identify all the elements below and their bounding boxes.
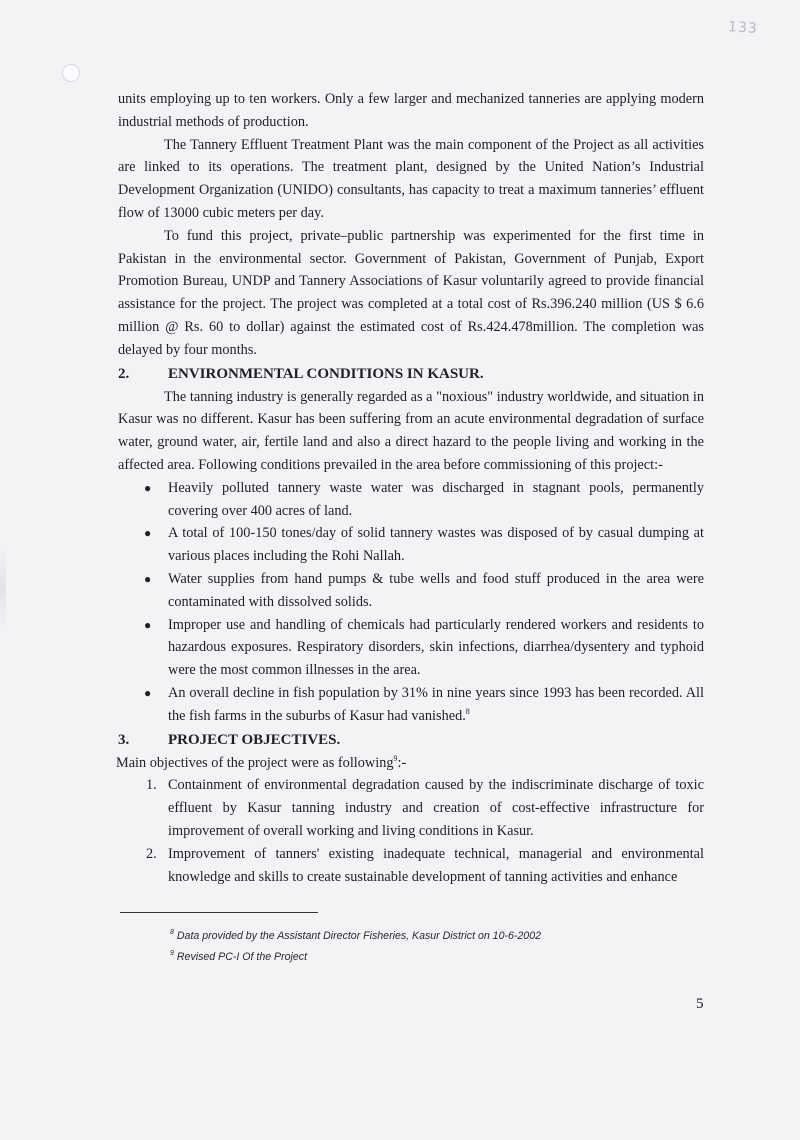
footnotes <box>170 926 690 968</box>
footnote-divider <box>120 912 318 913</box>
section-number: 3. <box>118 731 130 748</box>
paragraph-intro-1: units employing up to ten workers. Only a few larger and mechanized tanneries are applying modern industrial methods of production. <box>118 91 704 130</box>
page-number: 5 <box>696 996 704 1012</box>
handwritten-page-mark: 133 <box>727 18 759 38</box>
section-number: 2. <box>118 365 130 382</box>
list-item: ● Water supplies from hand pumps & tube wells and food stuff produced in the area were contaminated with dissolved solids. <box>118 568 704 614</box>
body-text <box>118 88 704 888</box>
section-2-paragraph: The tanning industry is generally regarded as a "noxious" industry worldwide, and situation in Kasur was no different. Kasur has been suffering from an acute environmental degradation of surface water, ground water, air, fertile land and also a direct hazard to the people living and working in the affected area. Following conditions prevailed in the area before commissioning of this project:- <box>118 388 704 473</box>
section-title: ENVIRONMENTAL CONDITIONS IN KASUR. <box>168 365 484 382</box>
paragraph-intro-2: The Tannery Effluent Treatment Plant was the main component of the Project as all activities are linked to its operations. The treatment plant, designed by the United Nation’s Industrial Development Organization (UNIDO) consultants, has capacity to treat a maximum tanneries’ effluent flow of 13000 cubic meters per day. <box>118 136 704 221</box>
bullet-icon: ● <box>144 571 152 586</box>
list-item: ● A total of 100-150 tones/day of solid tannery wastes was disposed of by casual dumping at various places including the Rohi Nallah. <box>118 522 704 568</box>
section-title: PROJECT OBJECTIVES. <box>168 731 341 748</box>
footnote-ref: 9 <box>393 753 398 763</box>
scan-edge-mark <box>0 548 6 628</box>
bullet-icon: ● <box>144 526 152 541</box>
paragraph-intro-3: To fund this project, private–public partnership was experimented for the first time in Pakistan in the environmental sector. Government of Pakistan, Government of Punjab, Export Promotion Bureau, UNDP and Tannery Associations of Kasur voluntarily agreed to provide financial assistance for the project. The project was completed at a total cost of Rs.396.240 million (US $ 6.6 million @ Rs. 60 to dollar) against the estimated cost of Rs.424.478million. The completion was delayed by four months. <box>118 227 704 358</box>
bullet-icon: ● <box>144 480 152 495</box>
punch-hole <box>62 64 80 82</box>
objectives-list <box>118 774 704 888</box>
list-item: ● Improper use and handling of chemicals had particularly rendered workers and residents to hazardous exposures. Respiratory disorders, skin infections, diarrhea/dysentery and typhoid were the most common illnesses in the area. <box>118 614 704 682</box>
list-item: ● Heavily polluted tannery waste water was discharged in stagnant pools, permanently covering over 400 acres of land. <box>118 477 704 523</box>
list-item: 1. Containment of environmental degradation caused by the indiscriminate discharge of toxic effluent by Kasur tanning industry and creation of cost-effective infrastructure for improvement of overall working and living conditions in Kasur. <box>118 774 704 842</box>
item-number: 1. <box>146 777 157 794</box>
list-item: ● An overall decline in fish population by 31% in nine years since 1993 has been recorded. All the fish farms in the suburbs of Kasur had vanished.$^8$ <box>118 682 704 728</box>
footnote-ref: 8 <box>465 706 470 716</box>
bullet-icon: ● <box>144 685 152 700</box>
conditions-list <box>118 477 704 728</box>
list-item: 2. Improvement of tanners' existing inadequate technical, managerial and environmental knowledge and skills to create sustainable development of tanning activities and enhance <box>118 843 704 889</box>
section-heading-2 <box>118 362 704 386</box>
item-number: 2. <box>146 845 157 862</box>
footnote: $^9$ Revised PC-I Of the Project <box>170 950 308 963</box>
section-heading-3 <box>118 728 704 752</box>
footnote: $^8$ Data provided by the Assistant Director Fisheries, Kasur District on 10-6-2002 <box>170 929 541 942</box>
objectives-lead: Main objectives of the project were as following$^9$:- <box>116 753 407 771</box>
bullet-icon: ● <box>144 617 152 632</box>
